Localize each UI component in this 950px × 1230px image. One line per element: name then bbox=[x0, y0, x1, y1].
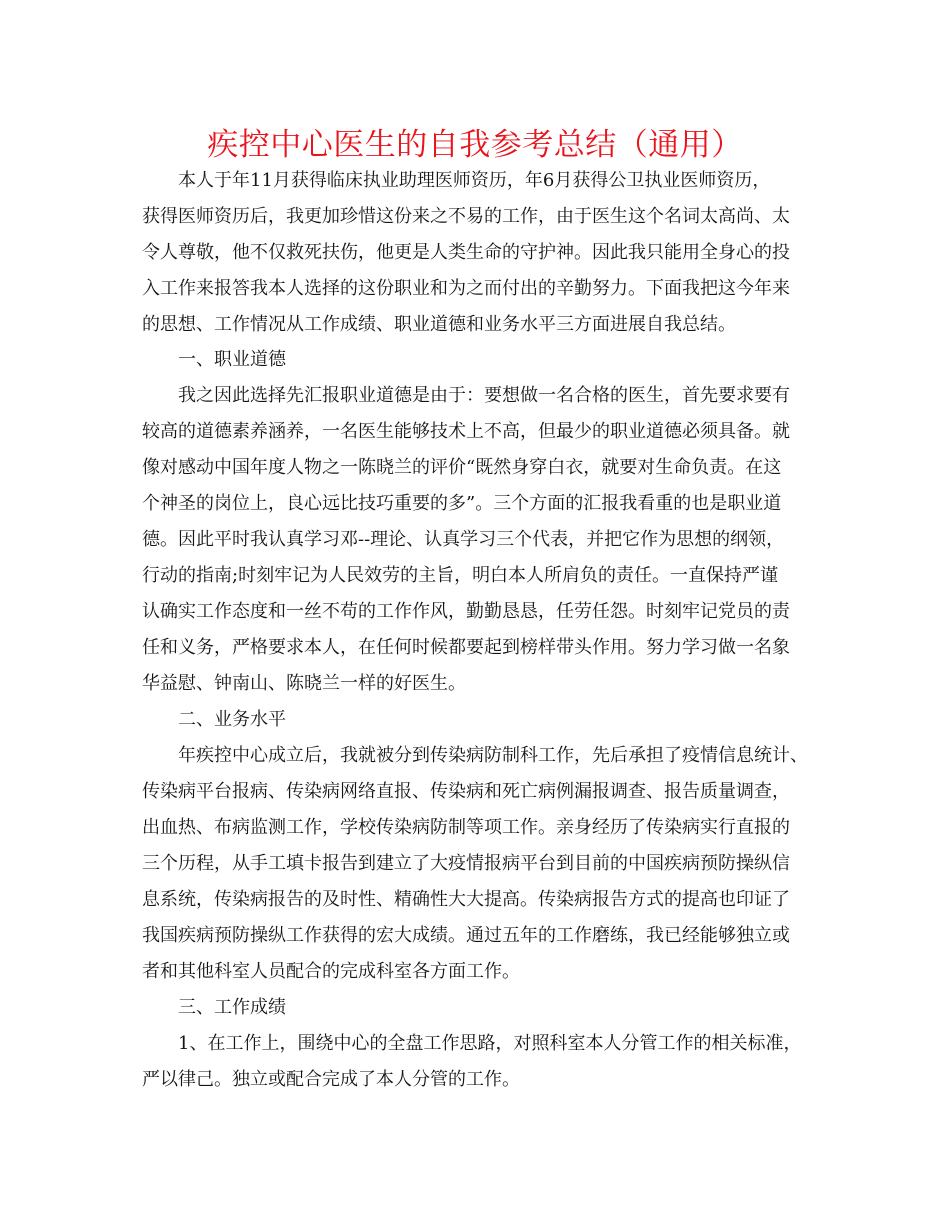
paragraph-line: 令人尊敬，他不仅救死扶伤，他更是人类生命的守护神。因此我只能用全身心的投 bbox=[142, 242, 790, 263]
section-heading: 一、职业道德 bbox=[178, 349, 286, 370]
paragraph-line: 任和义务，严格要求本人，在任何时候都要起到榜样带头作用。努力学习做一名象 bbox=[142, 637, 790, 658]
paragraph-line: 息系统，传染病报告的及时性、精确性大大提高。传染病报告方式的提高也印证了 bbox=[142, 889, 790, 910]
section-heading: 三、工作成绩 bbox=[178, 997, 286, 1018]
paragraph-line: 入工作来报答我本人选择的这份职业和为之而付出的辛勤努力。下面我把这今年来 bbox=[142, 278, 790, 299]
paragraph-line: 德。因此平时我认真学习邓--理论、认真学习三个代表，并把它作为思想的纲领， bbox=[142, 529, 785, 550]
paragraph-line: 三个历程，从手工填卡报告到建立了大疫情报病平台到目前的中国疾病预防操纵信 bbox=[142, 853, 790, 874]
section-heading: 二、业务水平 bbox=[178, 709, 286, 730]
paragraph-line: 华益慰、钟南山、陈晓兰一样的好医生。 bbox=[142, 673, 466, 694]
paragraph-line: 较高的道德素养涵养，一名医生能够技术上不高，但最少的职业道德必须具备。就 bbox=[142, 421, 790, 442]
document-title: 疾控中心医生的自我参考总结（通用） bbox=[207, 127, 743, 163]
paragraph-line: 者和其他科室人员配合的完成科室各方面工作。 bbox=[142, 961, 520, 982]
paragraph-line: 我国疾病预防操纵工作获得的宏大成绩。通过五年的工作磨练，我已经能够独立或 bbox=[142, 925, 790, 946]
paragraph-line: 认确实工作态度和一丝不苟的工作作风，勤勤恳恳，任劳任怨。时刻牢记党员的责 bbox=[142, 601, 790, 622]
paragraph-line: 行动的指南;时刻牢记为人民效劳的主旨，明白本人所肩负的责任。一直保持严谨 bbox=[142, 565, 779, 586]
paragraph-line: 出血热、布病监测工作，学校传染病防制等项工作。亲身经历了传染病实行直报的 bbox=[142, 817, 790, 838]
paragraph-line: 个神圣的岗位上，良心远比技巧重要的多”。三个方面的汇报我看重的也是职业道 bbox=[142, 493, 782, 514]
paragraph-line: 严以律己。独立或配合完成了本人分管的工作。 bbox=[142, 1069, 520, 1090]
paragraph-line: 获得医师资历后，我更加珍惜这份来之不易的工作，由于医生这个名词太高尚、太 bbox=[142, 206, 790, 227]
paragraph-line: 1、在工作上，围绕中心的全盘工作思路，对照科室本人分管工作的相关标准， bbox=[178, 1033, 802, 1054]
paragraph-line: 我之因此选择先汇报职业道德是由于：要想做一名合格的医生，首先要求要有 bbox=[178, 385, 790, 406]
paragraph-line: 传染病平台报病、传染病网络直报、传染病和死亡病例漏报调查、报告质量调查， bbox=[142, 781, 790, 802]
paragraph-line: 像对感动中国年度人物之一陈晓兰的评价“既然身穿白衣，就要对生命负责。在这 bbox=[142, 457, 782, 478]
paragraph-line: 年疾控中心成立后，我就被分到传染病防制科工作，先后承担了疫情信息统计、 bbox=[178, 745, 808, 766]
paragraph-line: 本人于年11月获得临床执业助理医师资历，年6月获得公卫执业医师资历， bbox=[178, 170, 771, 191]
paragraph-line: 的思想、工作情况从工作成绩、职业道德和业务水平三方面进展自我总结。 bbox=[142, 314, 736, 335]
